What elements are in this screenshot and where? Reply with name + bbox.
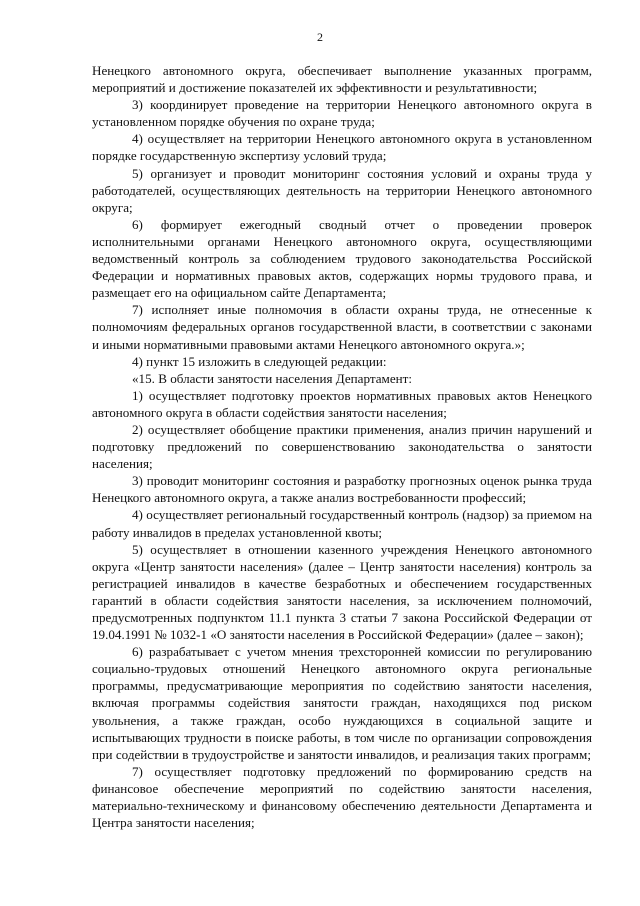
paragraph: 2) осуществляет обобщение практики применения, анализ причин нарушений и подготовку предложений по совершенствованию законодательства о занятости населения; (92, 421, 592, 472)
page-number: 2 (317, 30, 323, 44)
paragraph: 1) осуществляет подготовку проектов нормативных правовых актов Ненецкого автономного округа в области содействия занятости населения; (92, 387, 592, 420)
paragraph: 6) формирует ежегодный сводный отчет о проведении проверок исполнительными органами Ненецкого автономного округа, осуществляющими ведомственный контроль за соблюдением трудового законодательства Российской Федерации и нормативных правовых актов, содержащих нормы трудового права, и размещает его на официальном сайте Департамента; (92, 216, 592, 301)
paragraph: 4) осуществляет на территории Ненецкого автономного округа в установленном порядке государственную экспертизу условий труда; (92, 131, 592, 164)
paragraph: 7) осуществляет подготовку предложений по формированию средств на финансовое обеспечение мероприятий по содействию занятости населения, материально-техническому и финансовому обеспечению деятельности Департамента и Центра занятости населения; (92, 763, 592, 831)
paragraph: 3) проводит мониторинг состояния и разработку прогнозных оценок рынка труда Ненецкого автономного округа, а также анализ востребованности профессий; (92, 473, 592, 506)
paragraph: 7) исполняет иные полномочия в области охраны труда, не отнесенные к полномочиям федеральных органов государственной власти, в соответствии с законами и иными нормативными правовыми актами Ненецкого автономного округа.»; (92, 302, 592, 352)
paragraph: 6) разрабатывает с учетом мнения трехсторонней комиссии по регулированию социально-трудовых отношений Ненецкого автономного округа региональные программы, предусматривающие мероприятия по содействию занятости населения, включая программы содействия занятости граждан, находящихся под риском увольнения, а также граждан, особо нуждающихся в социальной защите и испытывающих трудности в поиске работы, в том числе по организации сопровождения при содействии в трудоустройстве и занятости инвалидов, и реализация таких программ; (92, 644, 592, 762)
paragraph: «15. В области занятости населения Департамент: (132, 370, 413, 386)
paragraph: 3) координирует проведение на территории Ненецкого автономного округа в установленном порядке обучения по охране труда; (92, 97, 592, 130)
document-body (92, 62, 592, 831)
paragraph: 4) пункт 15 изложить в следующей редакции: (132, 353, 387, 369)
paragraph: 5) организует и проводит мониторинг состояния условий и охраны труда у работодателей, осуществляющих деятельность на территории Ненецкого автономного округа; (92, 165, 592, 215)
paragraph: 4) осуществляет региональный государственный контроль (надзор) за приемом на работу инвалидов в пределах установленной квоты; (92, 507, 592, 540)
paragraph-continuation: Ненецкого автономного округа, обеспечивает выполнение указанных программ, мероприятий и достижение показателей их эффективности и результативности; (92, 63, 592, 96)
paragraph: 5) осуществляет в отношении казенного учреждения Ненецкого автономного округа «Центр занятости населения» (далее – Центр занятости населения) контроль за регистрацией инвалидов в качестве безработных и обеспечением государственных гарантий в области содействия занятости населения, за исключением полномочий, предусмотренных подпунктом 11.1 пункта 3 статьи 7 закона Российской Федерации от 19.04.1991 № 1032-1 «О занятости населения в Российской Федерации» (далее – закон); (92, 541, 592, 643)
